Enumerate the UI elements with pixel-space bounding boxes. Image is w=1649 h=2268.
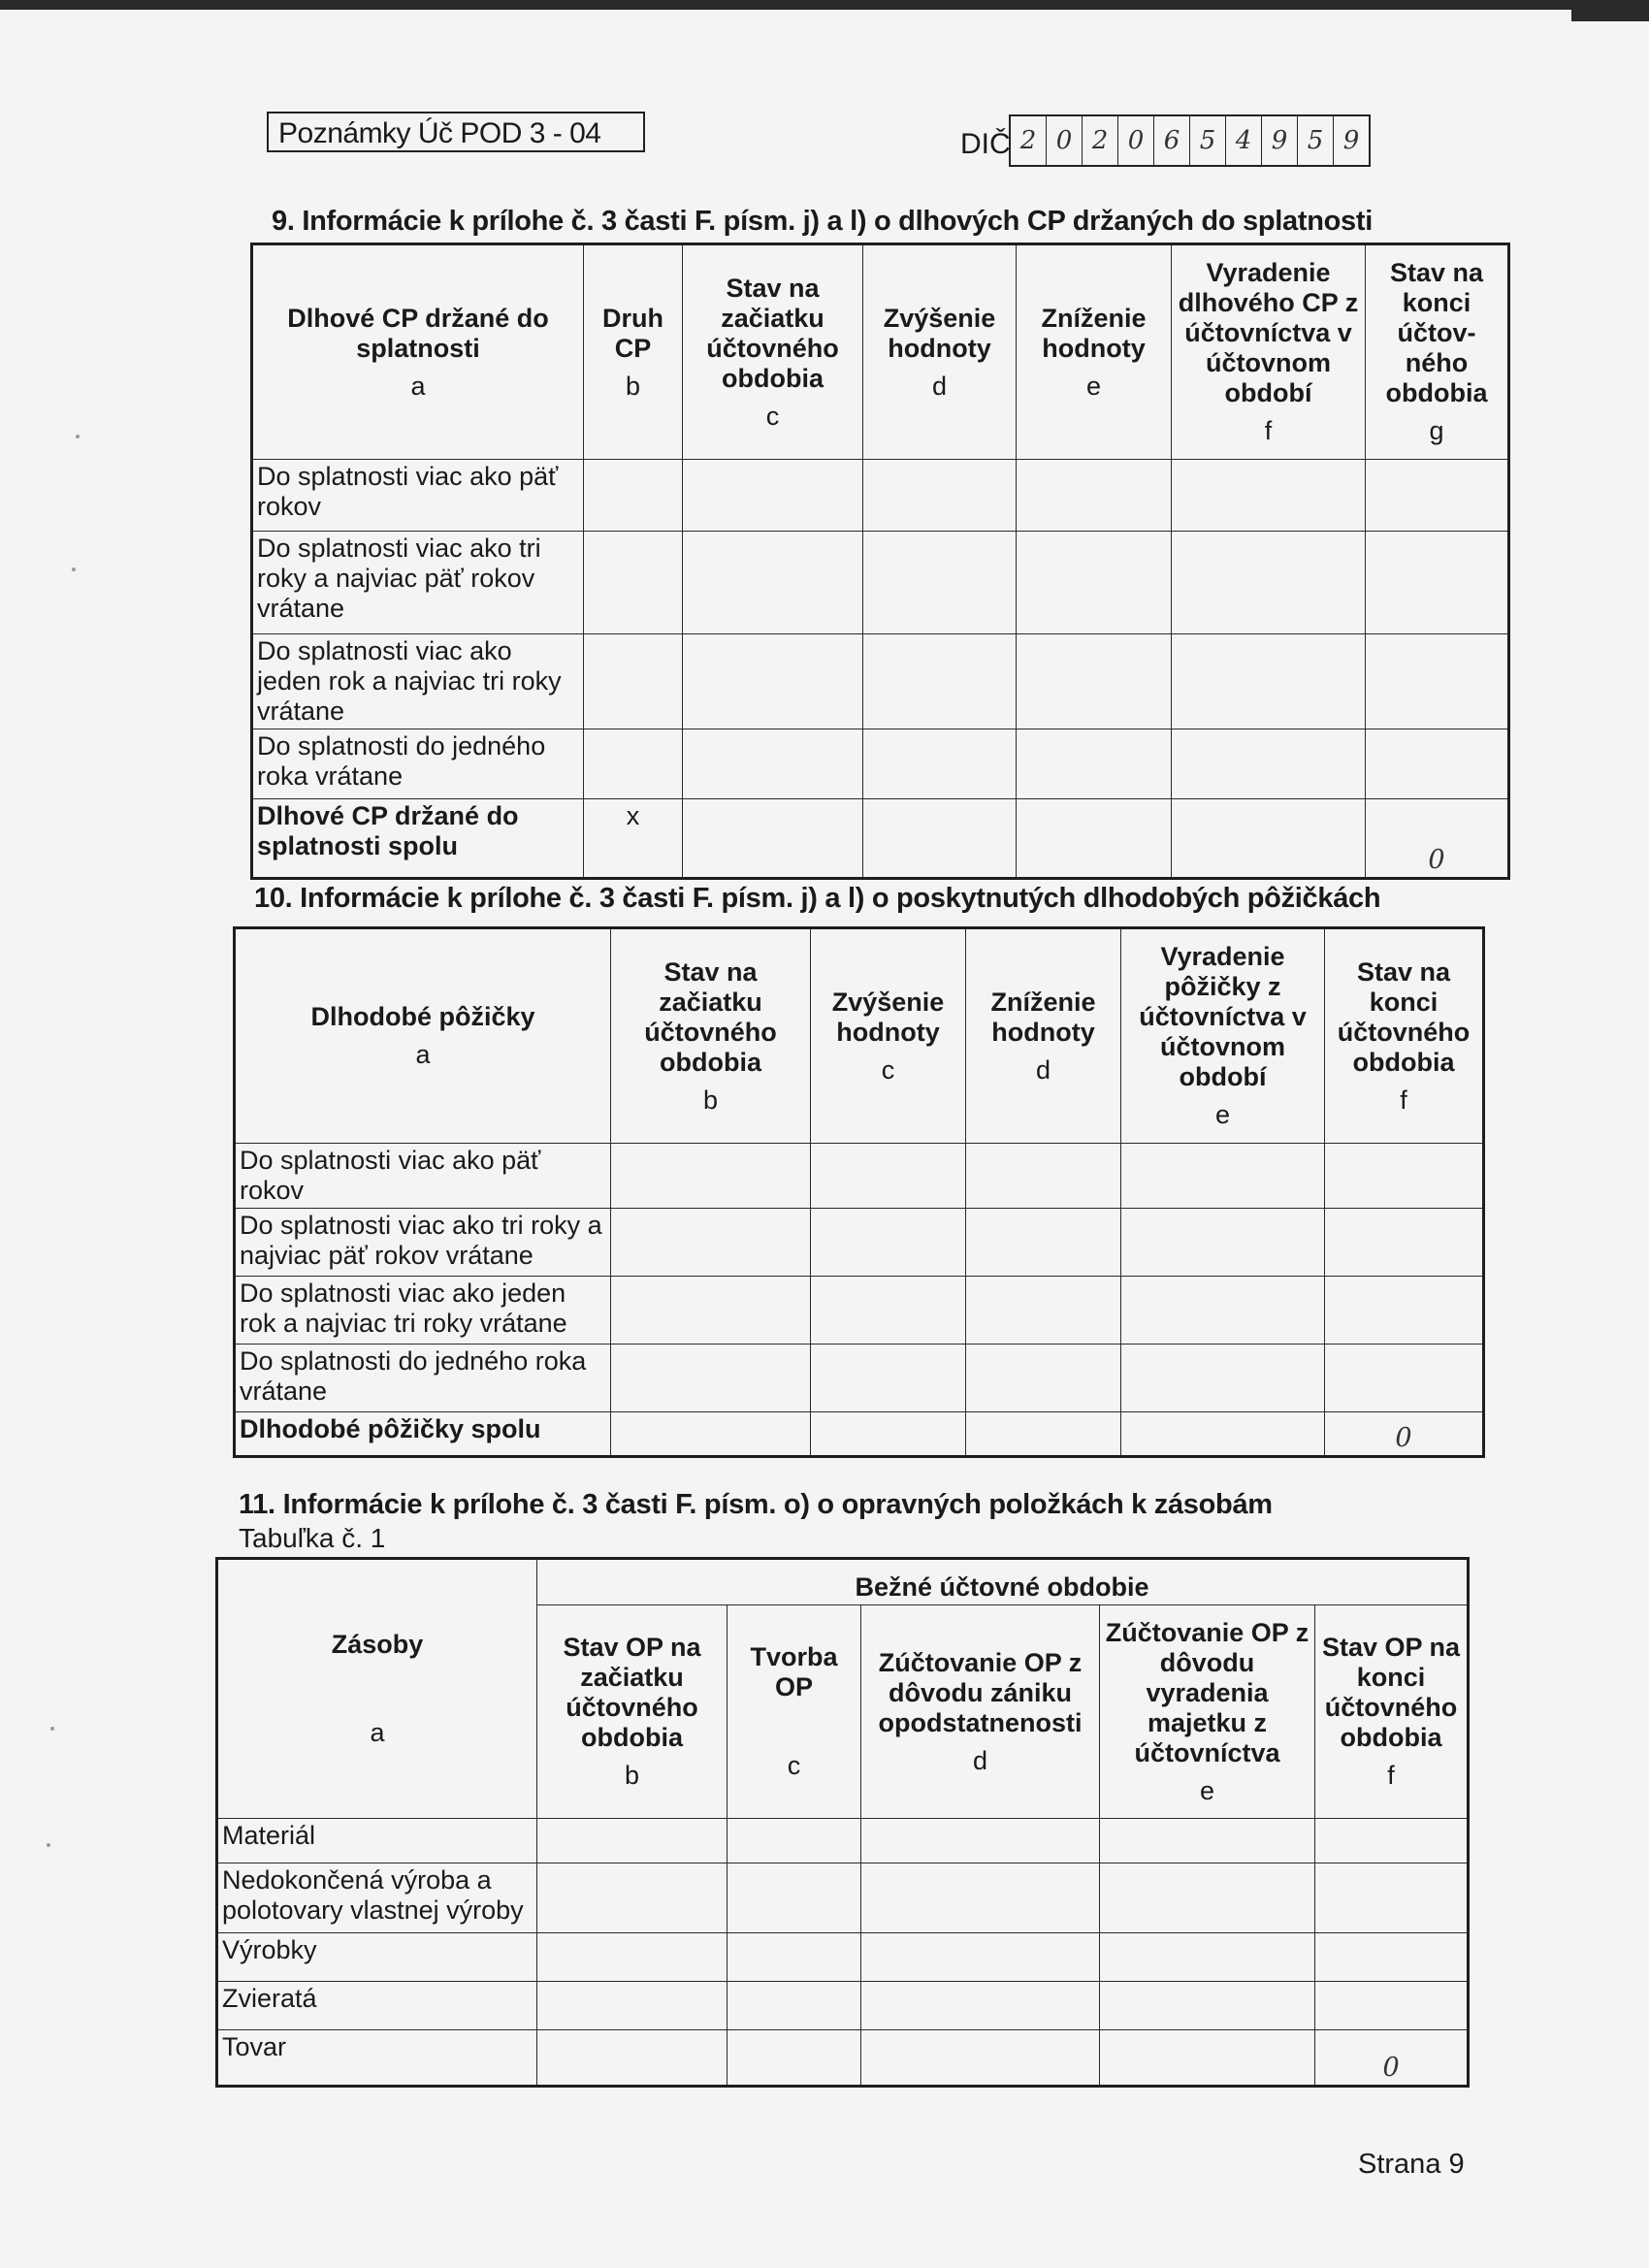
column-header: Tvorba OP c [728, 1605, 861, 1819]
input-cell[interactable] [1172, 460, 1366, 532]
dic-digit[interactable]: 6 [1154, 116, 1190, 165]
input-cell[interactable] [584, 460, 683, 532]
dic-digit[interactable]: 0 [1047, 116, 1083, 165]
input-cell[interactable] [1172, 634, 1366, 729]
input-cell[interactable] [861, 1819, 1100, 1863]
table-row [252, 729, 1509, 799]
input-cell[interactable] [811, 1144, 966, 1209]
end-value-cell[interactable] [1315, 1982, 1469, 2030]
input-cell[interactable] [863, 532, 1017, 634]
section-9-title: 9. Informácie k prílohe č. 3 časti F. písm. j) a l) o dlhových CP držaných do splatnosti [272, 206, 1373, 237]
input-cell[interactable] [537, 2030, 728, 2087]
table-row [217, 1933, 1469, 1982]
row-label: Do splatnosti viac ako jeden rok a najviac tri roky vrátane [252, 634, 584, 729]
dic-digit[interactable]: 2 [1011, 116, 1047, 165]
end-value-cell[interactable] [1315, 1819, 1469, 1863]
input-cell[interactable] [611, 1345, 811, 1412]
dic-digit[interactable]: 5 [1190, 116, 1226, 165]
column-header: Stav na konci účtovného obdobia f [1325, 928, 1484, 1144]
table-total-row [252, 799, 1509, 879]
row-label: Tovar [217, 2030, 537, 2087]
row-label: Do splatnosti viac ako tri roky a najviac päť rokov vrátane [252, 532, 584, 634]
table-row [235, 1277, 1484, 1345]
input-cell[interactable] [861, 2030, 1100, 2087]
input-cell[interactable] [683, 460, 863, 532]
page-number: Strana 9 [1358, 2149, 1465, 2180]
row-label: Do splatnosti viac ako tri roky a najviac päť rokov vrátane [235, 1209, 611, 1277]
input-cell[interactable] [861, 1863, 1100, 1933]
table-header-row [235, 928, 1484, 1144]
input-cell[interactable] [1017, 532, 1172, 634]
input-cell[interactable] [611, 1277, 811, 1345]
input-cell[interactable] [1100, 1933, 1315, 1982]
column-header: Stav na začiatku účtovného obdobia b [611, 928, 811, 1144]
scan-top-edge [0, 0, 1581, 10]
input-cell[interactable] [1325, 1144, 1484, 1209]
input-cell[interactable] [1366, 634, 1509, 729]
input-cell[interactable] [1121, 1412, 1325, 1457]
input-cell[interactable] [584, 634, 683, 729]
row-label: Dlhové CP držané do splatnosti spolu [252, 799, 584, 879]
column-header: Dlhové CP držané do splatnosti a [252, 244, 584, 460]
input-cell[interactable] [537, 1982, 728, 2030]
input-cell[interactable] [966, 1144, 1121, 1209]
input-cell[interactable] [1325, 1277, 1484, 1345]
input-cell[interactable] [863, 460, 1017, 532]
input-cell[interactable] [1325, 1209, 1484, 1277]
section-9-table [250, 243, 1510, 880]
section-11-table [215, 1557, 1470, 2088]
input-cell[interactable] [683, 729, 863, 799]
section-11-title: 11. Informácie k prílohe č. 3 časti F. písm. o) o opravných položkách k zásobám [239, 1489, 1273, 1520]
input-cell[interactable] [683, 634, 863, 729]
table-row [252, 460, 1509, 532]
column-header: Zúčtovanie OP z dôvodu zániku opodstatnenosti d [861, 1605, 1100, 1819]
input-cell[interactable] [728, 1933, 861, 1982]
input-cell[interactable] [728, 1982, 861, 2030]
dic-digit[interactable]: 4 [1226, 116, 1262, 165]
row-label: Do splatnosti viac ako päť rokov [252, 460, 584, 532]
input-cell[interactable] [537, 1933, 728, 1982]
input-cell[interactable] [1172, 729, 1366, 799]
row-label: Do splatnosti do jedného roka vrátane [235, 1345, 611, 1412]
input-cell[interactable] [1366, 532, 1509, 634]
table-row [217, 1863, 1469, 1933]
dic-digit[interactable]: 5 [1298, 116, 1334, 165]
table-row [217, 1819, 1469, 1863]
input-cell[interactable] [966, 1345, 1121, 1412]
input-cell[interactable] [1172, 532, 1366, 634]
input-cell[interactable] [1017, 799, 1172, 879]
input-cell[interactable] [811, 1345, 966, 1412]
column-header: Zníženie hodnoty d [966, 928, 1121, 1144]
input-cell[interactable] [1366, 729, 1509, 799]
dic-digit[interactable]: 0 [1118, 116, 1154, 165]
input-cell[interactable] [1017, 460, 1172, 532]
row-label: Materiál [217, 1819, 537, 1863]
input-cell[interactable] [683, 532, 863, 634]
table-group-header-row [217, 1559, 1469, 1605]
input-cell[interactable] [537, 1863, 728, 1933]
input-cell[interactable] [1366, 460, 1509, 532]
input-cell[interactable] [537, 1819, 728, 1863]
section-10-title: 10. Informácie k prílohe č. 3 časti F. písm. j) a l) o poskytnutých dlhodobých pôžičkách [254, 883, 1381, 914]
end-value-cell[interactable] [1315, 1933, 1469, 1982]
column-header: Zníženie hodnoty e [1017, 244, 1172, 460]
input-cell[interactable] [683, 799, 863, 879]
input-cell[interactable] [1121, 1209, 1325, 1277]
table-row [217, 2030, 1469, 2087]
dic-label: DIČ [960, 128, 1011, 160]
scan-top-edge-corner [1571, 0, 1649, 21]
row-label: Do splatnosti viac ako jeden rok a najviac tri roky vrátane [235, 1277, 611, 1345]
scan-speck [76, 435, 80, 438]
column-header: Zvýšenie hodnoty d [863, 244, 1017, 460]
total-end-value[interactable]: 0 [1366, 799, 1509, 879]
total-end-value[interactable]: 0 [1325, 1412, 1484, 1457]
table-row [252, 634, 1509, 729]
end-value-cell[interactable] [1315, 1863, 1469, 1933]
table-total-row [235, 1412, 1484, 1457]
input-cell[interactable] [728, 2030, 861, 2087]
input-cell[interactable] [584, 532, 683, 634]
column-header: Stav na začiatku účtovného obdobia c [683, 244, 863, 460]
input-cell[interactable] [1100, 2030, 1315, 2087]
row-label: Zvieratá [217, 1982, 537, 2030]
dic-boxes [1009, 114, 1371, 167]
table-row [235, 1144, 1484, 1209]
input-cell[interactable] [1121, 1144, 1325, 1209]
column-header: Stav na konci účtov-ného obdobia g [1366, 244, 1509, 460]
column-header: Zvýšenie hodnoty c [811, 928, 966, 1144]
input-cell[interactable] [811, 1209, 966, 1277]
input-cell[interactable] [1100, 1982, 1315, 2030]
dic-digit[interactable]: 9 [1342, 126, 1360, 155]
input-cell[interactable] [1325, 1345, 1484, 1412]
input-cell[interactable] [611, 1412, 811, 1457]
input-cell[interactable] [1121, 1345, 1325, 1412]
scan-speck [72, 567, 76, 571]
row-label: Do splatnosti viac ako päť rokov [235, 1144, 611, 1209]
row-label: Dlhodobé pôžičky spolu [235, 1412, 611, 1457]
input-cell[interactable] [966, 1412, 1121, 1457]
table-row [235, 1345, 1484, 1412]
group-header: Bežné účtovné obdobie [537, 1559, 1469, 1605]
input-cell[interactable] [863, 634, 1017, 729]
input-cell[interactable] [1100, 1863, 1315, 1933]
druh-cp-cell: x [584, 799, 683, 879]
dic-digit[interactable]: 2 [1083, 116, 1118, 165]
input-cell[interactable] [728, 1863, 861, 1933]
input-cell[interactable] [611, 1209, 811, 1277]
input-cell[interactable] [861, 1933, 1100, 1982]
scan-speck [47, 1843, 50, 1847]
column-header: Dlhodobé pôžičky a [235, 928, 611, 1144]
column-header: Vyradenie dlhového CP z účtovníctva v účtovnom období f [1172, 244, 1366, 460]
input-cell[interactable] [1100, 1819, 1315, 1863]
input-cell[interactable] [1017, 729, 1172, 799]
table-row [235, 1209, 1484, 1277]
input-cell[interactable] [863, 729, 1017, 799]
dic-digit[interactable]: 9 [1262, 116, 1298, 165]
column-header: Stav OP na začiatku účtovného obdobia b [537, 1605, 728, 1819]
table-caption: Tabuľka č. 1 [239, 1523, 386, 1553]
scan-speck [50, 1727, 54, 1731]
input-cell[interactable] [811, 1277, 966, 1345]
table-header-row [252, 244, 1509, 460]
input-cell[interactable] [811, 1412, 966, 1457]
input-cell[interactable] [1121, 1277, 1325, 1345]
input-cell[interactable] [584, 729, 683, 799]
section-10-table [233, 926, 1485, 1458]
end-value-cell[interactable]: 0 [1315, 2030, 1469, 2087]
row-label: Nedokončená výroba a polotovary vlastnej výroby [217, 1863, 537, 1933]
column-header: Zúčtovanie OP z dôvodu vyradenia majetku z účtovníctva e [1100, 1605, 1315, 1819]
input-cell[interactable] [1172, 799, 1366, 879]
form-label: Poznámky Úč POD 3 - 04 [267, 112, 645, 152]
input-cell[interactable] [966, 1209, 1121, 1277]
table-row [217, 1982, 1469, 2030]
column-header: Druh CP b [584, 244, 683, 460]
row-label: Výrobky [217, 1933, 537, 1982]
input-cell[interactable] [863, 799, 1017, 879]
table-row [252, 532, 1509, 634]
column-header: Vyradenie pôžičky z účtovníctva v účtovnom období e [1121, 928, 1325, 1144]
row-label: Do splatnosti do jedného roka vrátane [252, 729, 584, 799]
input-cell[interactable] [1017, 634, 1172, 729]
input-cell[interactable] [728, 1819, 861, 1863]
input-cell[interactable] [611, 1144, 811, 1209]
column-header: Stav OP na konci účtovného obdobia f [1315, 1605, 1469, 1819]
input-cell[interactable] [861, 1982, 1100, 2030]
column-header: Zásoby a [217, 1559, 537, 1819]
input-cell[interactable] [966, 1277, 1121, 1345]
